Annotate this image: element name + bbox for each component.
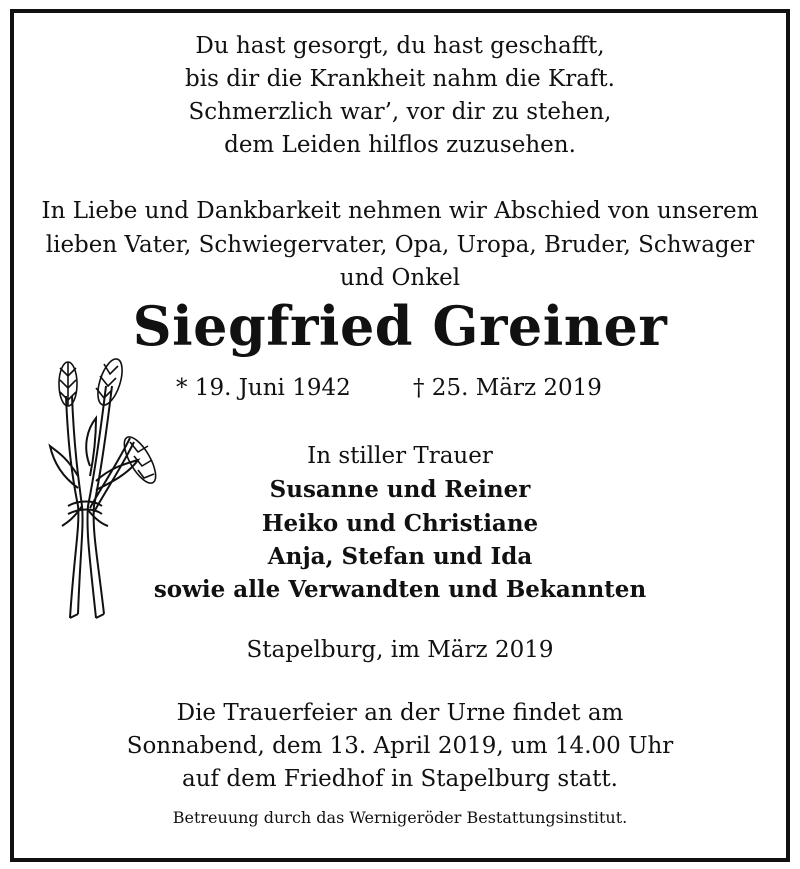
deceased-name: Siegfried Greiner (132, 294, 668, 358)
poem-line-4: dem Leiden hilflos zuzusehen. (224, 132, 576, 158)
poem-line-3: Schmerzlich war’, vor dir zu stehen, (188, 99, 612, 125)
mourner-line-3: Anja, Stefan und Ida (267, 543, 533, 570)
ceremony-line-2: Sonnabend, dem 13. April 2019, um 14.00 Uhr (126, 733, 674, 759)
mourner-line-4: sowie alle Verwandten und Bekannten (153, 576, 647, 603)
poem-line-2: bis dir die Krankheit nahm die Kraft. (185, 66, 615, 92)
farewell-line-3: und Onkel (339, 265, 461, 291)
poem-line-1: Du hast gesorgt, du hast geschafft, (195, 33, 605, 59)
farewell-line-1: In Liebe und Dankbarkeit nehmen wir Abschied von unserem (41, 198, 759, 224)
death-date: † 25. März 2019 (413, 375, 602, 401)
mourning-intro: In stiller Trauer (307, 443, 493, 469)
footer-note: Betreuung durch das Wernigeröder Bestattungsinstitut. (172, 808, 628, 827)
ceremony-line-3: auf dem Friedhof in Stapelburg statt. (182, 766, 618, 792)
farewell-line-2: lieben Vater, Schwiegervater, Opa, Uropa, Bruder, Schwager (45, 232, 755, 258)
mourner-line-2: Heiko und Christiane (261, 510, 539, 537)
ceremony-line-1: Die Trauerfeier an der Urne findet am (176, 700, 624, 726)
birth-date: * 19. Juni 1942 (176, 375, 351, 401)
mourner-line-1: Susanne und Reiner (269, 476, 531, 503)
place-date: Stapelburg, im März 2019 (246, 637, 554, 663)
